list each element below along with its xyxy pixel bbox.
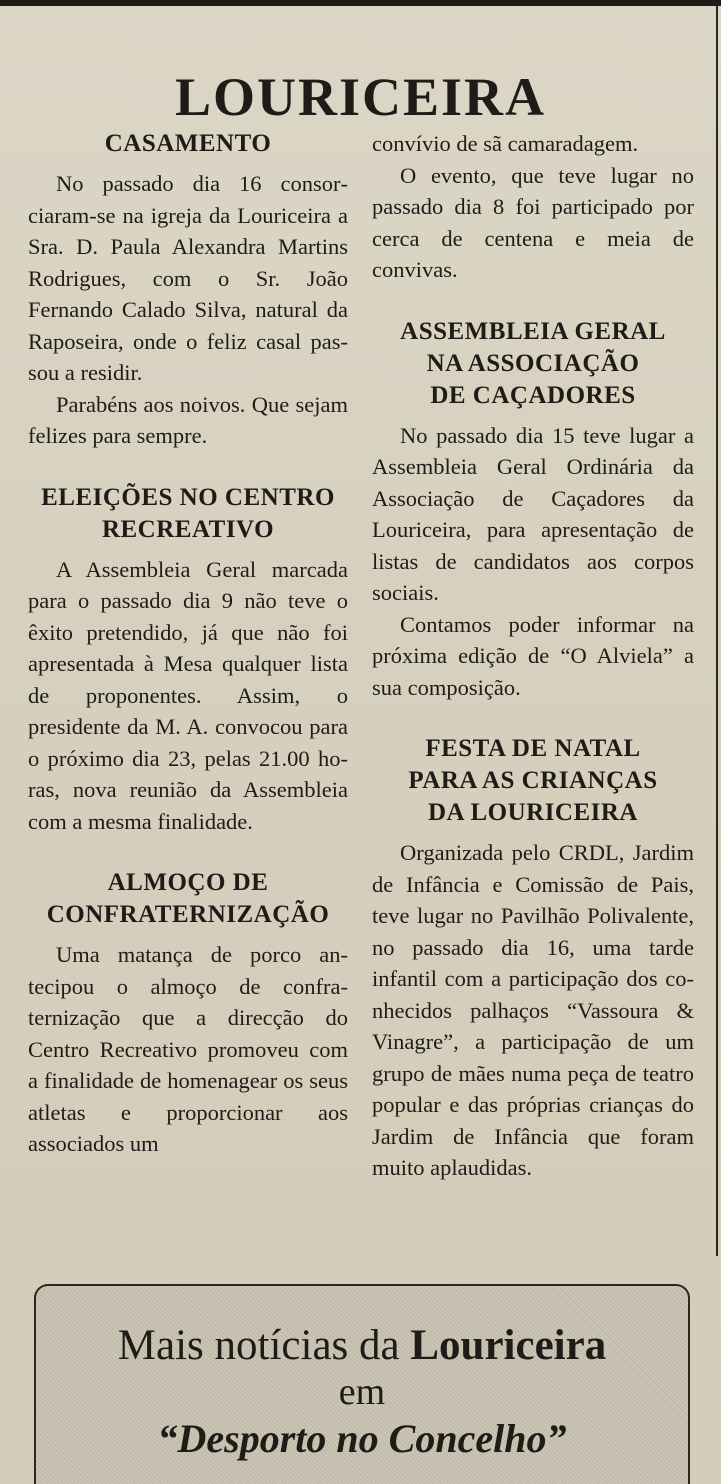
title-line: ALMOÇO DE: [107, 869, 269, 896]
promo-prefix: Mais notícias da: [117, 1322, 411, 1369]
article-title: CASAMENTO: [104, 130, 272, 157]
article-almoco: [28, 867, 348, 1160]
article-title: [28, 482, 348, 546]
article-paragraph: No passado dia 16 consorciaram-se na igreja da Louriceira a Sra. D. Paula Alexandra Martins Rodrigues, com o Sr. João Fernando Calado Silva, natural da Raposeira, onde o feliz casal passou a residir.: [28, 171, 348, 385]
promo-text: [36, 1322, 688, 1464]
left-column: [28, 128, 348, 1160]
title-line: ELEIÇÕES NO CENTRO: [41, 483, 335, 511]
title-line: DE CAÇADORES: [430, 381, 636, 409]
top-rule: [0, 0, 721, 6]
promo-line-1: [36, 1322, 688, 1370]
article-almoco-continued: [372, 128, 694, 286]
article-title: [372, 733, 694, 829]
title-line: CONFRATERNIZAÇÃO: [46, 901, 330, 928]
promo-place: Louriceira: [410, 1322, 607, 1369]
title-line: PARA AS CRIANÇAS: [408, 767, 658, 794]
title-line: NA ASSOCIAÇÃO: [426, 349, 640, 377]
title-line: DA LOURICEIRA: [427, 799, 638, 826]
title-line: RECREATIVO: [101, 515, 275, 543]
right-column: [372, 128, 694, 1184]
article-festa: [372, 733, 694, 1184]
article-paragraph: Parabéns aos noivos. Que sejam felizes para sempre.: [28, 391, 348, 448]
article-eleicoes: [28, 482, 348, 838]
article-paragraph: Organizada pelo CRDL, Jardim de Infância e Comissão de Pais, teve lugar no Pavilhão Polivalente, no passado dia 16, uma tarde infantil com a participação dos conhecidos palhaços “Vassoura & Vinagre”, a participação de um grupo de mães numa peça de teatro popular e das próprias crianças do Jardim de Infância que foram muito aplaudidas.: [372, 840, 694, 1180]
promo-line-3: “Desporto no Concelho”: [157, 1416, 567, 1461]
promo-box: [34, 1284, 690, 1484]
title-line: ASSEMBLEIA GERAL: [400, 317, 666, 345]
column-rule: [716, 6, 718, 1256]
article-title: [372, 316, 694, 412]
article-title: [28, 867, 348, 931]
promo-line-2: em: [338, 1371, 386, 1413]
title-line: FESTA DE NATAL: [425, 735, 641, 762]
article-assembleia: [372, 316, 694, 704]
article-paragraph: Uma matança de porco antecipou o almoço de confraternização que a direcção do Centro Recreativo promoveu com a finalidade de homenagear os seus atletas e proporcionar aos associados um: [28, 942, 348, 1156]
article-paragraph: A Assembleia Geral marcada para o passado dia 9 não teve o êxito pretendido, já que não foi apresentada à Mesa qualquer lista de proponentes. Assim, o presidente da M. A. convocou para o próximo dia 23, pelas 21.00 horas, nova reunião da Assembleia com a mesma finalidade.: [28, 556, 348, 834]
article-paragraph: No passado dia 15 teve lugar a Assembleia Geral Ordinária da Associação de Caçadores da Louriceira, para apresentação de listas de candidatos aos corpos sociais.: [372, 422, 694, 605]
article-paragraph: convívio de sã camaradagem.: [372, 131, 639, 156]
article-paragraph: O evento, que teve lugar no passado dia 8 foi participado por cerca de centena e meia de convivas.: [372, 162, 694, 282]
page-title: LOURICEIRA: [174, 67, 547, 128]
article-casamento: [28, 128, 348, 452]
article-paragraph: Contamos poder informar na próxima edição de “O Alviela” a sua composição.: [372, 611, 694, 700]
